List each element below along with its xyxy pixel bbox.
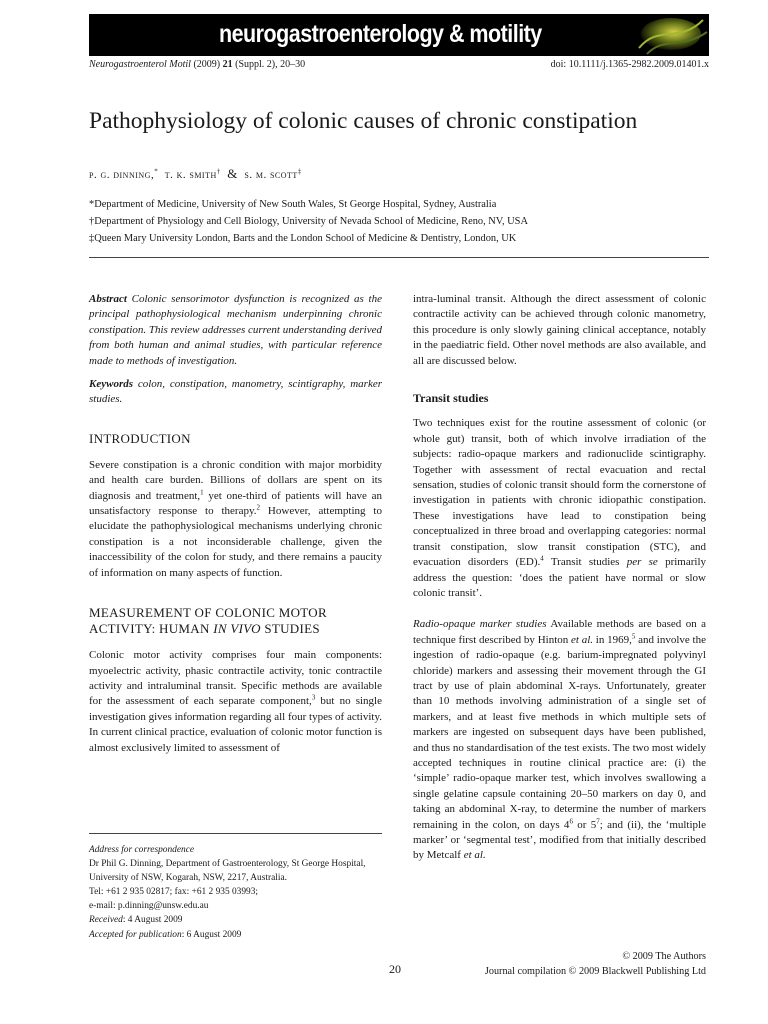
abstract-label: Abstract	[89, 293, 127, 305]
keywords-text: colon, constipation, manometry, scintigraphy, marker studies.	[89, 378, 382, 406]
correspondence-block	[89, 843, 382, 942]
transit-heading: Transit studies	[413, 391, 489, 406]
received-label: Received	[89, 915, 123, 926]
measurement-text-1: Colonic motor activity comprises four main components: myoelectric activity, phasic contractile activity, tonic contractile activity and intraluminal transit. Specific methods are available for the assessment of each separate component,	[89, 649, 382, 708]
measurement-heading-3: STUDIES	[260, 621, 320, 637]
ref-5: 5	[631, 632, 636, 641]
measurement-heading-2: IN VIVO	[213, 621, 261, 637]
abstract-text: Colonic sensorimotor dysfunction is recognized as the principal pathophysiological mechanism underpinning chronic constipation. This review addresses current understanding derived from both human and animal studies, with particular reference made to methods of investigation.	[89, 293, 382, 367]
correspondence-email: e-mail: p.dinning@unsw.edu.au	[89, 901, 209, 912]
measurement-paragraph	[89, 648, 382, 756]
left-column	[89, 292, 382, 756]
keywords-label: Keywords	[89, 378, 133, 391]
measurement-heading	[89, 605, 382, 637]
author-3: s. m. scott	[244, 169, 298, 181]
measurement-heading-1: MEASUREMENT OF COLONIC MOTOR ACTIVITY: HUMAN	[89, 605, 327, 637]
citation-pages: (Suppl. 2), 20–30	[232, 59, 306, 70]
introduction-paragraph	[89, 458, 382, 581]
accepted-label: Accepted for publication	[89, 929, 182, 940]
transit-paragraph	[413, 416, 706, 601]
intro-text-2: yet one-third of patients will have an unsatisfactory response to therapy.	[89, 489, 382, 518]
received-date	[89, 913, 382, 927]
transit-text-3: primarily address the question: ‘does the patient have normal or slow colonic transit’.	[413, 556, 706, 599]
author-1-mark: *	[154, 167, 159, 176]
doi: doi: 10.1111/j.1365-2982.2009.01401.x	[550, 59, 709, 70]
abstract	[89, 292, 382, 369]
author-ampersand: &	[227, 166, 238, 181]
received-value: : 4 August 2009	[122, 915, 183, 926]
correspondence-divider	[89, 833, 382, 834]
radio-opaque-label: Radio-opaque marker studies	[413, 618, 547, 631]
ref-1: 1	[200, 488, 204, 496]
ref-2: 2	[256, 503, 261, 512]
radio-text-4: or 5	[572, 818, 597, 831]
copyright	[485, 949, 706, 979]
keywords	[89, 377, 382, 408]
measurement-text-2: but no single investigation gives information regarding all four types of activity. In current clinical practice, evaluation of colonic motor function is almost exclusively limited to assessment of	[89, 695, 382, 754]
accepted-value: : 6 August 2009	[181, 929, 242, 940]
right-column	[413, 292, 706, 864]
right-intro-paragraph: intra-luminal transit. Although the direct assessment of colonic contractile activity can be achieved through colonic manometry, this procedure is only slowly gaining clinical acceptance, notably in the paediatric field. Other novel methods are also available, and all are discussed below.	[413, 293, 706, 367]
radio-text-2: in 1969,	[593, 633, 632, 646]
copyright-authors: © 2009 The Authors	[622, 951, 706, 962]
radio-opaque-paragraph	[413, 617, 706, 864]
introduction-heading: INTRODUCTION	[89, 430, 191, 446]
author-2-mark: †	[216, 167, 221, 176]
radio-text-3: and involve the ingestion of radio-opaque (e.g. barium-impregnated polyvinyl chloride) markers and assessing their movement through the GI tract by use of plain abdominal X-rays. Unfortunately, greater than 10 methods involving administration of a single set of markers, and at least five methods in which multiple sets of markers are ingested on subsequent days have been published, and thus no standardisation of the test exists. The two most widely accepted techniques in routine clinical practice are: (i) the ‘simple’ radio-opaque marker test, which involves swallowing a single gelatine capsule containing 20–50 markers on day 0, and taking an abdominal X-ray, to determine the number of markers remaining in the colon, on days 4	[413, 633, 706, 831]
correspondence-label: Address for correspondence	[89, 845, 195, 855]
affiliations	[89, 196, 709, 247]
affiliation: †Department of Physiology and Cell Biology, University of Nevada School of Medicine, Reno, NV, USA	[89, 216, 528, 227]
transit-text-1: Two techniques exist for the routine assessment of colonic (or whole gut) transit, both of which involve irradiation of the subjects: radio-opaque markers and radionuclide scintigraphy. Together with assessment of rectal evacuation and rectal sensation, studies of colonic transit should form the cornerstone of investigation in patients with chronic idiopathic constipation. These investigations have lead to constipation being conceptualized in three broad and overlapping categories: normal transit constipation, slow transit constipation (STC), and evacuation disorders (ED).	[413, 417, 706, 569]
transit-per-se: per se	[626, 556, 658, 569]
page-number: 20	[389, 962, 401, 976]
ref-4: 4	[540, 554, 544, 563]
ref-6: 6	[569, 816, 573, 825]
radio-etal-2: et al.	[463, 849, 486, 862]
copyright-publisher: Journal compilation © 2009 Blackwell Publishing Ltd	[484, 966, 706, 977]
journal-banner	[89, 14, 709, 56]
header-divider	[89, 257, 709, 258]
citation-volume: 21	[222, 59, 233, 70]
radio-text-1: Available methods are based on a technique first described by Hinton	[413, 618, 706, 646]
author-1: p. g. dinning,	[89, 169, 155, 181]
correspondence-address: Dr Phil G. Dinning, Department of Gastroenterology, St George Hospital, University of NSW, Kogarah, NSW, 2217, Australia.	[89, 859, 366, 884]
author-3-mark: ‡	[297, 167, 302, 176]
citation-year: (2009)	[190, 59, 223, 70]
ref-3: 3	[311, 693, 316, 702]
author-2: t. k. smith	[164, 169, 217, 181]
citation	[89, 59, 305, 70]
article-title: Pathophysiology of colonic causes of chronic constipation	[89, 108, 638, 134]
affiliation: *Department of Medicine, University of New South Wales, St George Hospital, Sydney, Australia	[89, 199, 497, 210]
intro-text-1: Severe constipation is a chronic condition with major morbidity and health care burden. Billions of dollars are spent on its diagnosis and treatment,	[89, 458, 382, 502]
affiliation: ‡Queen Mary University London, Barts and the London School of Medicine & Dentistry, London, UK	[89, 233, 517, 244]
correspondence-phone: Tel: +61 2 935 02817; fax: +61 2 935 03993;	[89, 887, 259, 898]
radio-text-5: ; and (ii), the ‘multiple marker’ or ‘segmental test’, modified from that initially described by Metcalf	[413, 818, 706, 862]
intro-text-3: However, attempting to elucidate the pathophysiological mechanisms underlying chronic constipation is a not inconsiderable challenge, given the inaccessibility of the colon for study, and there remains a paucity of information on many aspects of function.	[89, 505, 382, 579]
author-list	[89, 166, 302, 182]
accepted-date	[89, 928, 382, 942]
transit-text-2: Transit studies	[543, 556, 627, 569]
ref-7: 7	[596, 816, 600, 825]
citation-journal: Neurogastroenterol Motil	[89, 59, 191, 70]
journal-cover-image	[619, 14, 709, 56]
journal-banner-title: neurogastroenterology & motility	[219, 20, 542, 48]
radio-etal-1: et al.	[571, 633, 594, 646]
